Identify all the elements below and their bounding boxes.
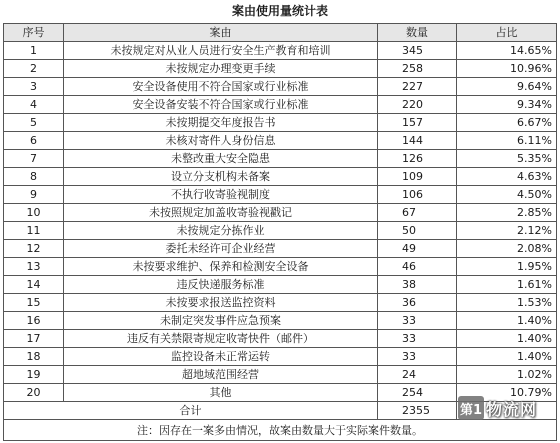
row-percentage: 9.34% <box>457 96 557 114</box>
row-index: 6 <box>4 132 64 150</box>
row-index: 19 <box>4 366 64 384</box>
row-case: 未按期提交年度报告书 <box>64 114 378 132</box>
row-case: 监控设备未正常运转 <box>64 348 378 366</box>
row-count: 258 <box>378 60 457 78</box>
row-count: 220 <box>378 96 457 114</box>
row-case: 未核对寄件人身份信息 <box>64 132 378 150</box>
total-count: 2355 <box>378 402 457 420</box>
row-index: 14 <box>4 276 64 294</box>
logo-watermark <box>458 394 554 422</box>
row-case: 违反有关禁限寄规定收寄快件（邮件） <box>64 330 378 348</box>
row-count: 227 <box>378 78 457 96</box>
row-count: 33 <box>378 330 457 348</box>
table-row <box>4 150 557 168</box>
row-index: 12 <box>4 240 64 258</box>
table-row <box>4 186 557 204</box>
row-index: 20 <box>4 384 64 402</box>
row-count: 46 <box>378 258 457 276</box>
header-percentage: 占比 <box>457 24 557 42</box>
row-percentage: 2.85% <box>457 204 557 222</box>
row-percentage: 1.53% <box>457 294 557 312</box>
table-body <box>4 42 557 402</box>
row-percentage: 2.12% <box>457 222 557 240</box>
table-row <box>4 168 557 186</box>
row-count: 33 <box>378 348 457 366</box>
row-index: 10 <box>4 204 64 222</box>
table-row <box>4 60 557 78</box>
table-row <box>4 222 557 240</box>
row-percentage: 1.40% <box>457 312 557 330</box>
row-index: 1 <box>4 42 64 60</box>
row-percentage: 10.79% <box>457 384 557 402</box>
row-case: 未制定突发事件应急预案 <box>64 312 378 330</box>
table-row <box>4 276 557 294</box>
row-case: 未整改重大安全隐患 <box>64 150 378 168</box>
row-percentage: 5.35% <box>457 150 557 168</box>
row-count: 36 <box>378 294 457 312</box>
row-index: 9 <box>4 186 64 204</box>
row-case: 不执行收寄验视制度 <box>64 186 378 204</box>
row-percentage: 14.65% <box>457 42 557 60</box>
row-case: 委托未经许可企业经营 <box>64 240 378 258</box>
table-row <box>4 204 557 222</box>
row-count: 126 <box>378 150 457 168</box>
row-count: 254 <box>378 384 457 402</box>
row-percentage: 10.96% <box>457 60 557 78</box>
row-case: 未按要求维护、保养和检测安全设备 <box>64 258 378 276</box>
row-percentage: 6.67% <box>457 114 557 132</box>
row-count: 345 <box>378 42 457 60</box>
table-row <box>4 132 557 150</box>
row-index: 13 <box>4 258 64 276</box>
case-statistics-table <box>3 23 557 441</box>
row-case: 安全设备使用不符合国家或行业标准 <box>64 78 378 96</box>
row-case: 违反快递服务标准 <box>64 276 378 294</box>
row-case: 未按规定对从业人员进行安全生产教育和培训 <box>64 42 378 60</box>
table-row <box>4 258 557 276</box>
row-case: 未按要求报送监控资料 <box>64 294 378 312</box>
row-percentage: 1.40% <box>457 348 557 366</box>
table-row <box>4 366 557 384</box>
row-count: 157 <box>378 114 457 132</box>
row-count: 67 <box>378 204 457 222</box>
row-count: 33 <box>378 312 457 330</box>
table-row <box>4 312 557 330</box>
logo-text: 物流网 <box>486 399 538 419</box>
row-case: 安全设备安装不符合国家或行业标准 <box>64 96 378 114</box>
row-index: 3 <box>4 78 64 96</box>
row-percentage: 4.50% <box>457 186 557 204</box>
row-index: 18 <box>4 348 64 366</box>
row-index: 16 <box>4 312 64 330</box>
row-count: 106 <box>378 186 457 204</box>
row-index: 2 <box>4 60 64 78</box>
header-count: 数量 <box>378 24 457 42</box>
table-row <box>4 240 557 258</box>
row-index: 8 <box>4 168 64 186</box>
total-label: 合计 <box>4 402 378 420</box>
row-case: 未按规定分拣作业 <box>64 222 378 240</box>
row-percentage: 1.02% <box>457 366 557 384</box>
row-percentage: 1.40% <box>457 330 557 348</box>
row-index: 17 <box>4 330 64 348</box>
row-case: 设立分支机构未备案 <box>64 168 378 186</box>
row-index: 4 <box>4 96 64 114</box>
table-row <box>4 330 557 348</box>
logo-badge: 第1 <box>458 396 484 420</box>
row-case: 其他 <box>64 384 378 402</box>
row-case: 未按照规定加盖收寄验视戳记 <box>64 204 378 222</box>
row-count: 109 <box>378 168 457 186</box>
header-index: 序号 <box>4 24 64 42</box>
row-index: 7 <box>4 150 64 168</box>
row-case: 超地域范围经营 <box>64 366 378 384</box>
table-note: 注：因存在一案多由情况，故案由数量大于实际案件数量。 <box>4 420 557 441</box>
note-row <box>4 420 557 441</box>
row-count: 38 <box>378 276 457 294</box>
header-case: 案由 <box>64 24 378 42</box>
row-percentage: 4.63% <box>457 168 557 186</box>
table-row <box>4 294 557 312</box>
row-count: 24 <box>378 366 457 384</box>
header-row <box>4 24 557 42</box>
row-percentage: 1.95% <box>457 258 557 276</box>
table-title: 案由使用量统计表 <box>231 4 328 18</box>
row-count: 50 <box>378 222 457 240</box>
table-row <box>4 348 557 366</box>
table-row <box>4 114 557 132</box>
row-percentage: 9.64% <box>457 78 557 96</box>
row-count: 144 <box>378 132 457 150</box>
row-percentage: 1.61% <box>457 276 557 294</box>
table-row <box>4 96 557 114</box>
table-row <box>4 78 557 96</box>
row-index: 15 <box>4 294 64 312</box>
row-percentage: 6.11% <box>457 132 557 150</box>
row-index: 11 <box>4 222 64 240</box>
row-percentage: 2.08% <box>457 240 557 258</box>
table-row <box>4 42 557 60</box>
row-index: 5 <box>4 114 64 132</box>
row-count: 49 <box>378 240 457 258</box>
row-case: 未按规定办理变更手续 <box>64 60 378 78</box>
